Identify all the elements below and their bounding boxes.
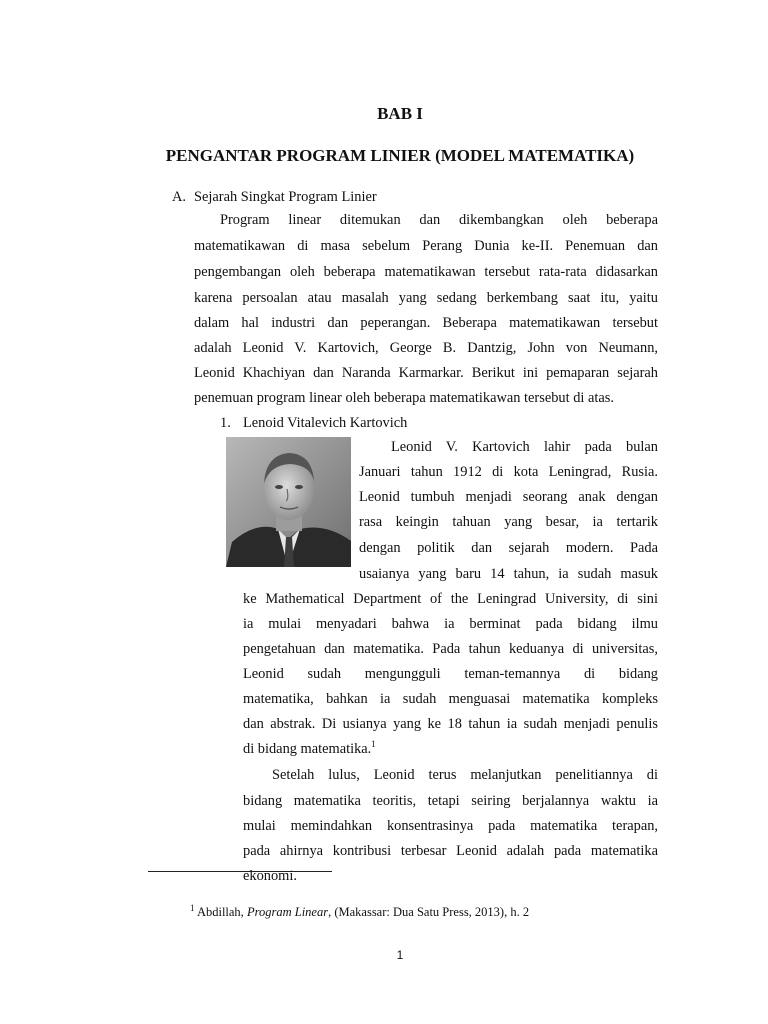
footnote-author: Abdillah, xyxy=(196,905,244,919)
paragraph-line: Leonid sudah mengungguli teman-temannya di bidang xyxy=(243,666,658,682)
footnote-reference[interactable]: 1 xyxy=(371,739,376,750)
section-title: Sejarah Singkat Program Linier xyxy=(194,189,377,205)
wrap-line: rasa keingin tahuan yang besar, ia tertarik xyxy=(359,514,658,530)
wrap-line: Leonid V. Kartovich lahir pada bulan xyxy=(391,439,658,455)
paragraph-line: dalam hal industri dan peperangan. Beberapa matematikawan tersebut xyxy=(194,315,658,331)
paragraph-line: matematikawan di masa sebelum Perang Dunia ke-II. Penemuan dan xyxy=(194,238,658,254)
page-number: 1 xyxy=(396,948,404,962)
footnote-divider xyxy=(148,871,332,872)
chapter-title: PENGANTAR PROGRAM LINIER (MODEL MATEMATIKA) xyxy=(165,146,635,165)
footnote-citation: , (Makassar: Dua Satu Press, 2013), h. 2 xyxy=(328,905,530,919)
paragraph-line: pengetahuan dan matematika. Pada tahun keduanya di universitas, xyxy=(243,641,658,657)
paragraph-line: ekonomi. xyxy=(243,868,297,884)
subsection-title: Lenoid Vitalevich Kartovich xyxy=(243,415,408,431)
paragraph-line: mulai memindahkan konsentrasinya pada matematika terapan, xyxy=(243,818,658,834)
paragraph-line: matematika, bahkan ia sudah menguasai matematika kompleks xyxy=(243,691,658,707)
footnote xyxy=(190,902,530,920)
wrap-line: Leonid tumbuh menjadi seorang anak dengan xyxy=(359,489,658,505)
subsection-label: 1. xyxy=(220,415,231,431)
paragraph-line: penemuan program linear oleh beberapa matematikawan tersebut di atas. xyxy=(194,390,614,406)
wrap-line: dengan politik dan sejarah modern. Pada xyxy=(359,540,658,556)
chapter-heading: BAB I xyxy=(377,104,423,123)
wrap-line: Januari tahun 1912 di kota Leningrad, Rusia. xyxy=(359,464,658,480)
paragraph-line: Program linear ditemukan dan dikembangkan oleh beberapa xyxy=(220,212,658,228)
paragraph-line: adalah Leonid V. Kartovich, George B. Dantzig, John von Neumann, xyxy=(194,340,658,356)
paragraph-line: pada ahirnya kontribusi terbesar Leonid adalah pada matematika xyxy=(243,843,658,859)
paragraph-line: dan abstrak. Di usianya yang ke 18 tahun ia sudah menjadi penulis xyxy=(243,716,658,732)
paragraph-line: pengembangan oleh beberapa matematikawan tersebut rata-rata didasarkan xyxy=(194,264,658,280)
wrap-line: usaianya yang baru 14 tahun, ia sudah masuk xyxy=(359,566,658,582)
paragraph-line: ke Mathematical Department of the Leningrad University, di sini xyxy=(243,591,658,607)
section-label: A. xyxy=(172,189,186,205)
portrait-image xyxy=(226,437,351,567)
paragraph-line: Leonid Khachiyan dan Naranda Karmarkar. Berikut ini pemaparan sejarah xyxy=(194,365,658,381)
last-line-text: di bidang matematika. xyxy=(243,741,372,757)
paragraph-line: ia mulai menyadari bahwa ia berminat pada bidang ilmu xyxy=(243,616,658,632)
paragraph-line: bidang matematika teoritis, tetapi seiring berjalannya waktu ia xyxy=(243,793,658,809)
paragraph-line xyxy=(243,736,376,762)
paragraph-line: Setelah lulus, Leonid terus melanjutkan penelitiannya di xyxy=(272,767,658,783)
footnote-number: 1 xyxy=(190,902,195,913)
paragraph-line: karena persoalan atau masalah yang sedang berkembang saat itu, yaitu xyxy=(194,290,658,306)
footnote-book-title: Program Linear xyxy=(246,905,329,919)
portrait-photo xyxy=(226,437,351,567)
